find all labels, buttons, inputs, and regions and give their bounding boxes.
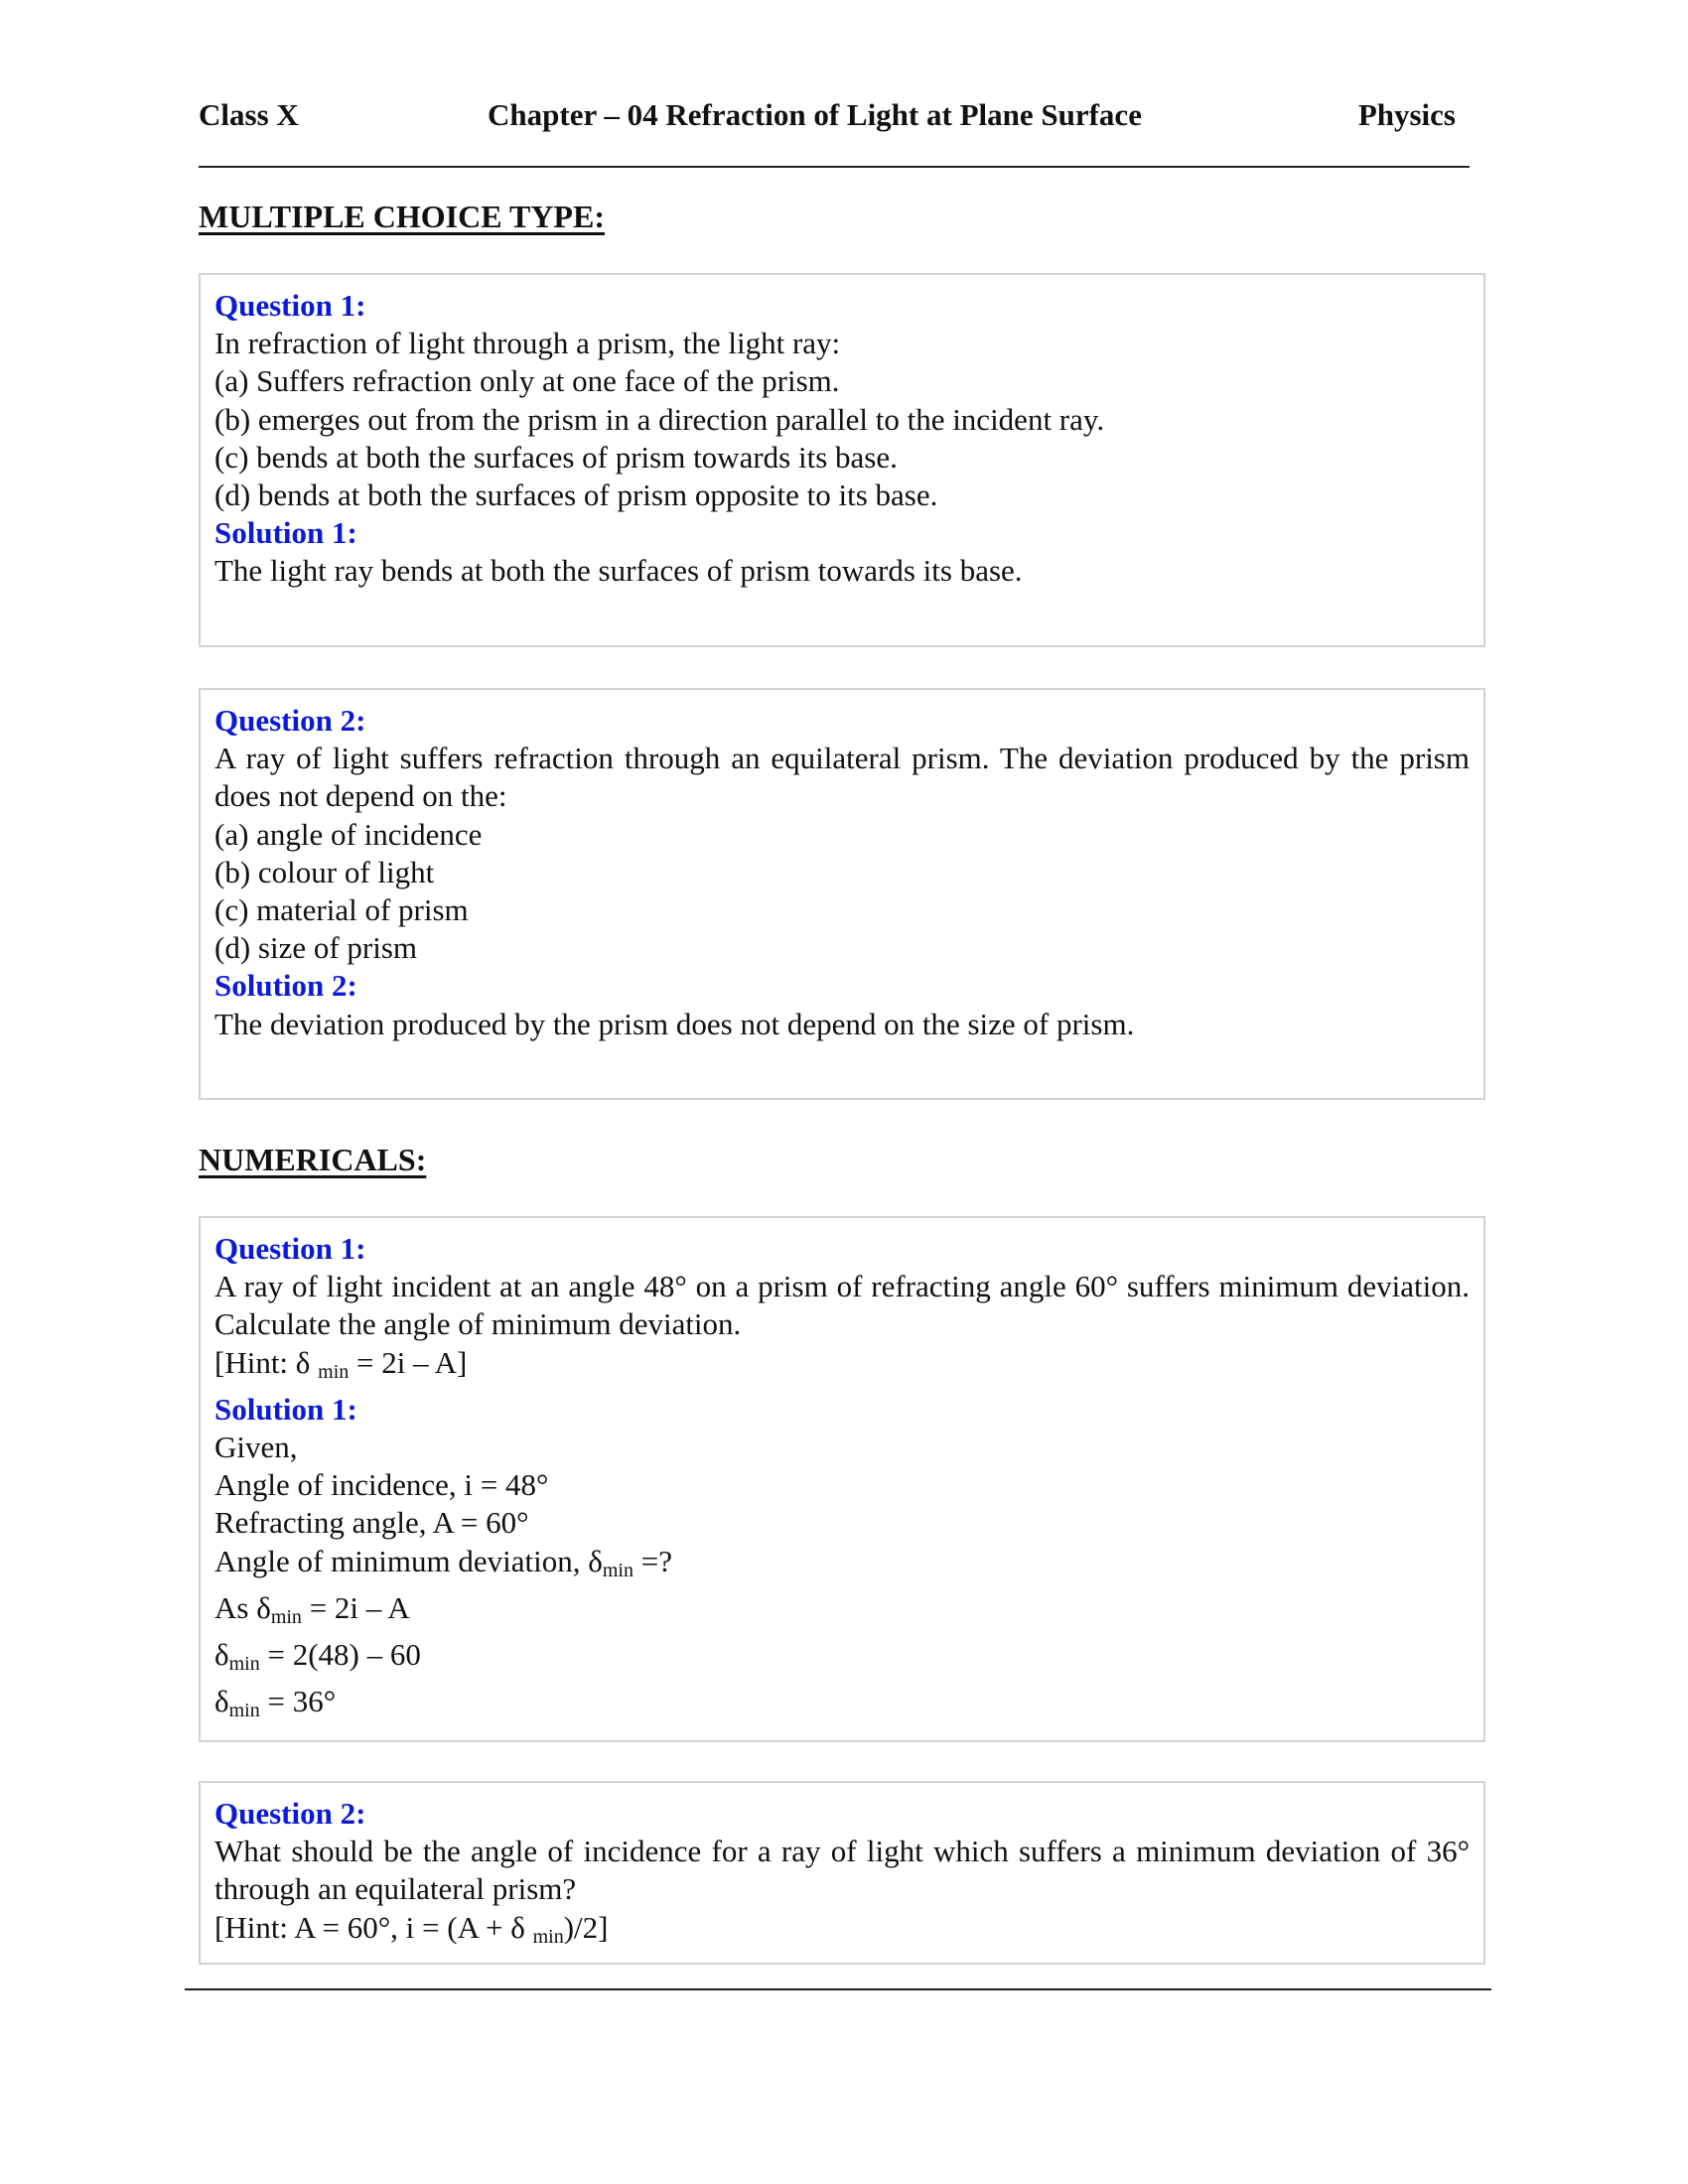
option-d: (d) bends at both the surfaces of prism opposite to its base.	[214, 478, 938, 513]
solution-label: Solution 1:	[214, 1391, 357, 1427]
solution-calculation: $\delta_{min} = 2(48) - 60$	[214, 1637, 421, 1676]
numericals-section-title: NUMERICALS:	[199, 1142, 427, 1177]
option-a: (a) angle of incidence	[214, 816, 483, 852]
option-b: (b) emerges out from the prism in a direction parallel to the incident ray.	[214, 401, 1105, 437]
solution-result: $\delta_{min} = 36^\circ$	[214, 1684, 337, 1722]
page-header	[199, 97, 1456, 141]
solution-incidence: Angle of incidence, i = 48°	[214, 1467, 549, 1503]
option-c: (c) bends at both the surfaces of prism towards its base.	[214, 439, 898, 475]
solution-refracting-angle: Refracting angle, A = 60°	[214, 1505, 529, 1541]
question-label: Question 2:	[214, 1796, 366, 1831]
numerical-question-1-box	[199, 1216, 1485, 1742]
footer-divider	[185, 1988, 1491, 1990]
option-d: (d) size of prism	[214, 930, 418, 966]
mcq-question-1-box	[199, 273, 1485, 647]
solution-formula: As $\delta_{min} = 2i - A$	[214, 1589, 410, 1628]
mcq-section-title: MULTIPLE CHOICE TYPE:	[199, 199, 605, 234]
hint: [Hint: δ $_{min}$ = 2i – A]	[214, 1344, 468, 1383]
header-divider	[199, 166, 1470, 168]
solution-text: The deviation produced by the prism does not depend on the size of prism.	[214, 1006, 1135, 1041]
solution-label: Solution 2:	[214, 968, 357, 1004]
question-stem: A ray of light incident at an angle 48° on a prism of refracting angle 60° suffers minimum deviation. Calculate the angle of minimum deviation.	[214, 1269, 1470, 1342]
question-label: Question 1:	[214, 288, 366, 323]
option-a: (a) Suffers refraction only at one face of the prism.	[214, 363, 840, 399]
solution-given: Given,	[214, 1430, 298, 1465]
option-b: (b) colour of light	[214, 854, 435, 889]
numerical-question-2-box	[199, 1781, 1485, 1965]
question-stem: What should be the angle of incidence for a ray of light which suffers a minimum deviation of 36° through an equilateral prism?	[214, 1834, 1470, 1907]
question-label: Question 2:	[214, 703, 366, 738]
header-class: Class X	[199, 97, 299, 132]
question-stem: A ray of light suffers refraction through an equilateral prism. The deviation produced by the prism does not depend on the:	[214, 741, 1470, 814]
question-label: Question 1:	[214, 1231, 366, 1266]
solution-label: Solution 1:	[214, 515, 357, 551]
hint: [Hint: A = 60°, i = (A + δ $_{min}$)/2]	[214, 1909, 609, 1948]
solution-text: The light ray bends at both the surfaces of prism towards its base.	[214, 553, 1023, 589]
question-stem: In refraction of light through a prism, the light ray:	[214, 326, 841, 361]
header-chapter: Chapter – 04 Refraction of Light at Plane Surface	[488, 97, 1142, 132]
option-c: (c) material of prism	[214, 892, 469, 928]
solution-min-deviation: Angle of minimum deviation, $\delta_{min}$ =?	[214, 1543, 672, 1581]
mcq-question-2-box	[199, 688, 1485, 1100]
header-subject: Physics	[1357, 97, 1456, 132]
